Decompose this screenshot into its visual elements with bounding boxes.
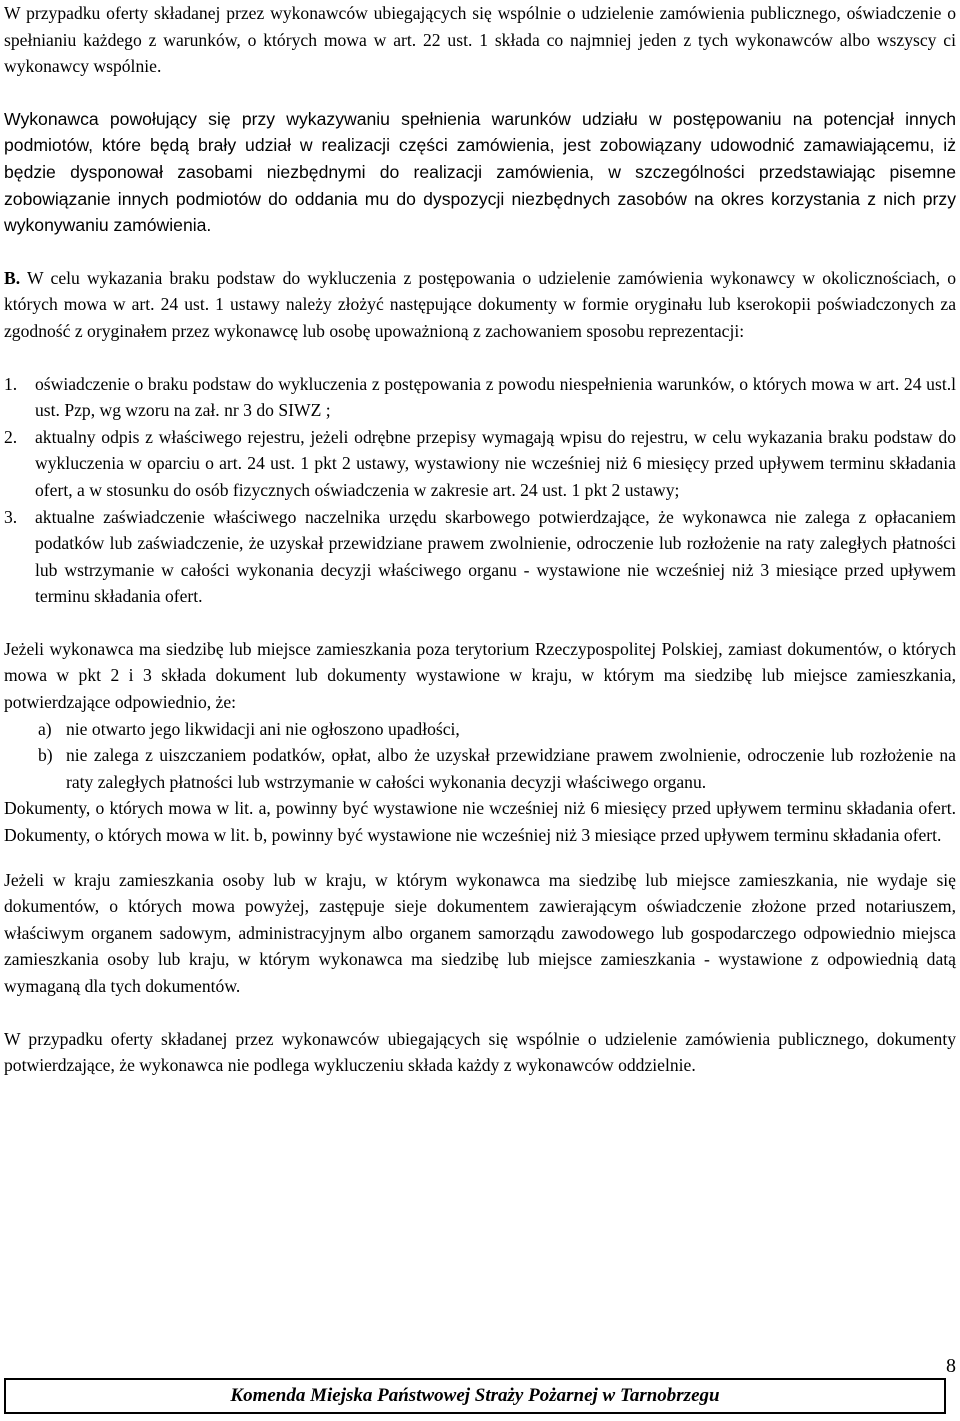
- document-validity-paragraph: Dokumenty, o których mowa w lit. a, powinny być wystawione nie wcześniej niż 6 miesięcy przed upływem terminu składania ofert. Dokumenty, o których mowa w lit. b, powinny być wystawione nie wcześniej niż 3 miesiące przed upływem terminu składania ofert.: [4, 798, 956, 846]
- list-item: [4, 742, 956, 795]
- list-item-letter: a): [38, 718, 52, 739]
- joint-bid-documents-paragraph: W przypadku oferty składanej przez wykonawców ubiegających się wspólnie o udzielenie zamówienia publicznego, dokumenty potwierdzające, że wykonawca nie podlega wykluczeniu składa każdy z wykonawców oddzielnie.: [4, 1028, 956, 1076]
- paragraph-joint-bid-declaration: W przypadku oferty składanej przez wykonawców ubiegających się wspólnie o udzielenie zamówienia publicznego, oświadczenie o spełnianiu każdego z warunków, o których mowa w art. 22 ust. 1 składa co najmniej jeden z tych wykonawców albo wszyscy ci wykonawcy wspólnie.: [4, 3, 956, 77]
- list-item-text: oświadczenie o braku podstaw do wykluczenia z postępowania z powodu niespełnienia warunków, o których mowa w art. 24 ust.l ust. Pzp, wg wzoru na zał. nr 3 do SIWZ ;: [35, 373, 956, 421]
- section-b-text: W celu wykazania braku podstaw do wykluczenia z postępowania o udzielenie zamówienia wykonawcy w okolicznościach, o których mowa w art. 24 ust. 1 ustawy należy złożyć następujące dokumenty w formie oryginału lub kserokopii poświadczonych za zgodność z oryginałem przez wykonawcę lub osobę upoważnioną z zachowaniem sposobu reprezentacji:: [4, 267, 956, 341]
- section-b-paragraph: [4, 265, 956, 345]
- replacement-statement-paragraph: Jeżeli w kraju zamieszkania osoby lub w kraju, w którym wykonawca ma siedzibę lub miejsce zamieszkania, nie wydaje się dokumentów, o których mowa powyżej, zastępuje sieje dokumentem zawierającym oświadczenie złożone przed notariuszem, właściwym organem sadowym, administracyjnym albo organem samorządu zawodowego lub gospodarczego odpowiednio miejsca zamieszkania osoby lub kraju, w którym wykonawca ma siedzibę lub miejsce zamieszkania - wystawione z odpowiednią datą wymaganą dla tych dokumentów.: [4, 869, 956, 996]
- list-item-text: aktualne zaświadczenie właściwego naczelnika urzędu skarbowego potwierdzające, że wykonawca nie zalega z opłacaniem podatków lub zaświadczenie, że uzyskał przewidziane prawem zwolnienie, odroczenie lub rozłożenie na raty zaległych płatności lub wstrzymanie w całości wykonania decyzji właściwego organu - wystawione nie wcześniej niż 3 miesiące przed upływem terminu składania ofert.: [35, 506, 956, 607]
- document-page: [4, 0, 956, 1079]
- footer-organization-name: Komenda Miejska Państwowej Straży Pożarnej w Tarnobrzegu: [230, 1384, 720, 1406]
- required-documents-list: [4, 371, 956, 610]
- list-item-number: 2.: [4, 426, 18, 447]
- footer: [4, 1378, 946, 1414]
- foreign-contractor-paragraph: Jeżeli wykonawca ma siedzibę lub miejsce zamieszkania poza terytorium Rzeczypospolitej Polskiej, zamiast dokumentów, o których mowa w pkt 2 i 3 składa dokument lub dokumenty wystawione w kraju, w którym ma siedzibę lub miejsce zamieszkania, potwierdzające odpowiednio, że:: [4, 638, 956, 713]
- list-item-number: 1.: [4, 373, 18, 394]
- list-item: [4, 424, 956, 504]
- list-item-letter: b): [38, 745, 53, 766]
- section-b-label: B.: [4, 267, 21, 288]
- list-item: [4, 371, 956, 424]
- list-item: [4, 716, 956, 743]
- paragraph-third-party-resources: Wykonawca powołujący się przy wykazywaniu spełnienia warunków udziału w postępowaniu na potencjał innych podmiotów, które będą brały udział w realizacji części zamówienia, jest zobowiązany udowodnić zamawiającemu, iż będzie dysponował zasobami niezbędnymi do realizacji zamówienia, w szczególności przedstawiając pisemne zobowiązanie innych podmiotów do oddania mu do dyspozycji niezbędnych zasobów na okres korzystania z nich przy wykonywaniu zamówienia.: [4, 108, 956, 236]
- list-item: [4, 504, 956, 610]
- list-item-number: 3.: [4, 506, 18, 527]
- page-number: 8: [946, 1355, 956, 1377]
- list-item-text: nie otwarto jego likwidacji ani nie ogłoszono upadłości,: [66, 718, 460, 739]
- foreign-documents-list: [4, 716, 956, 796]
- list-item-text: aktualny odpis z właściwego rejestru, jeżeli odrębne przepisy wymagają wpisu do rejestru, w celu wykazania braku podstaw do wykluczenia w oparciu o art. 24 ust. 1 pkt 2 ustawy, wystawiony nie wcześniej niż 6 miesięcy przed upływem terminu składania ofert, a w stosunku do osób fizycznych oświadczenia w zakresie art. 24 ust. 1 pkt 2 ustawy;: [35, 426, 956, 500]
- list-item-text: nie zalega z uiszczaniem podatków, opłat, albo że uzyskał przewidziane prawem zwolnienie, odroczenie lub rozłożenie na raty zaległych płatności lub wstrzymanie w całości wykonania decyzji właściwego organu.: [66, 745, 956, 792]
